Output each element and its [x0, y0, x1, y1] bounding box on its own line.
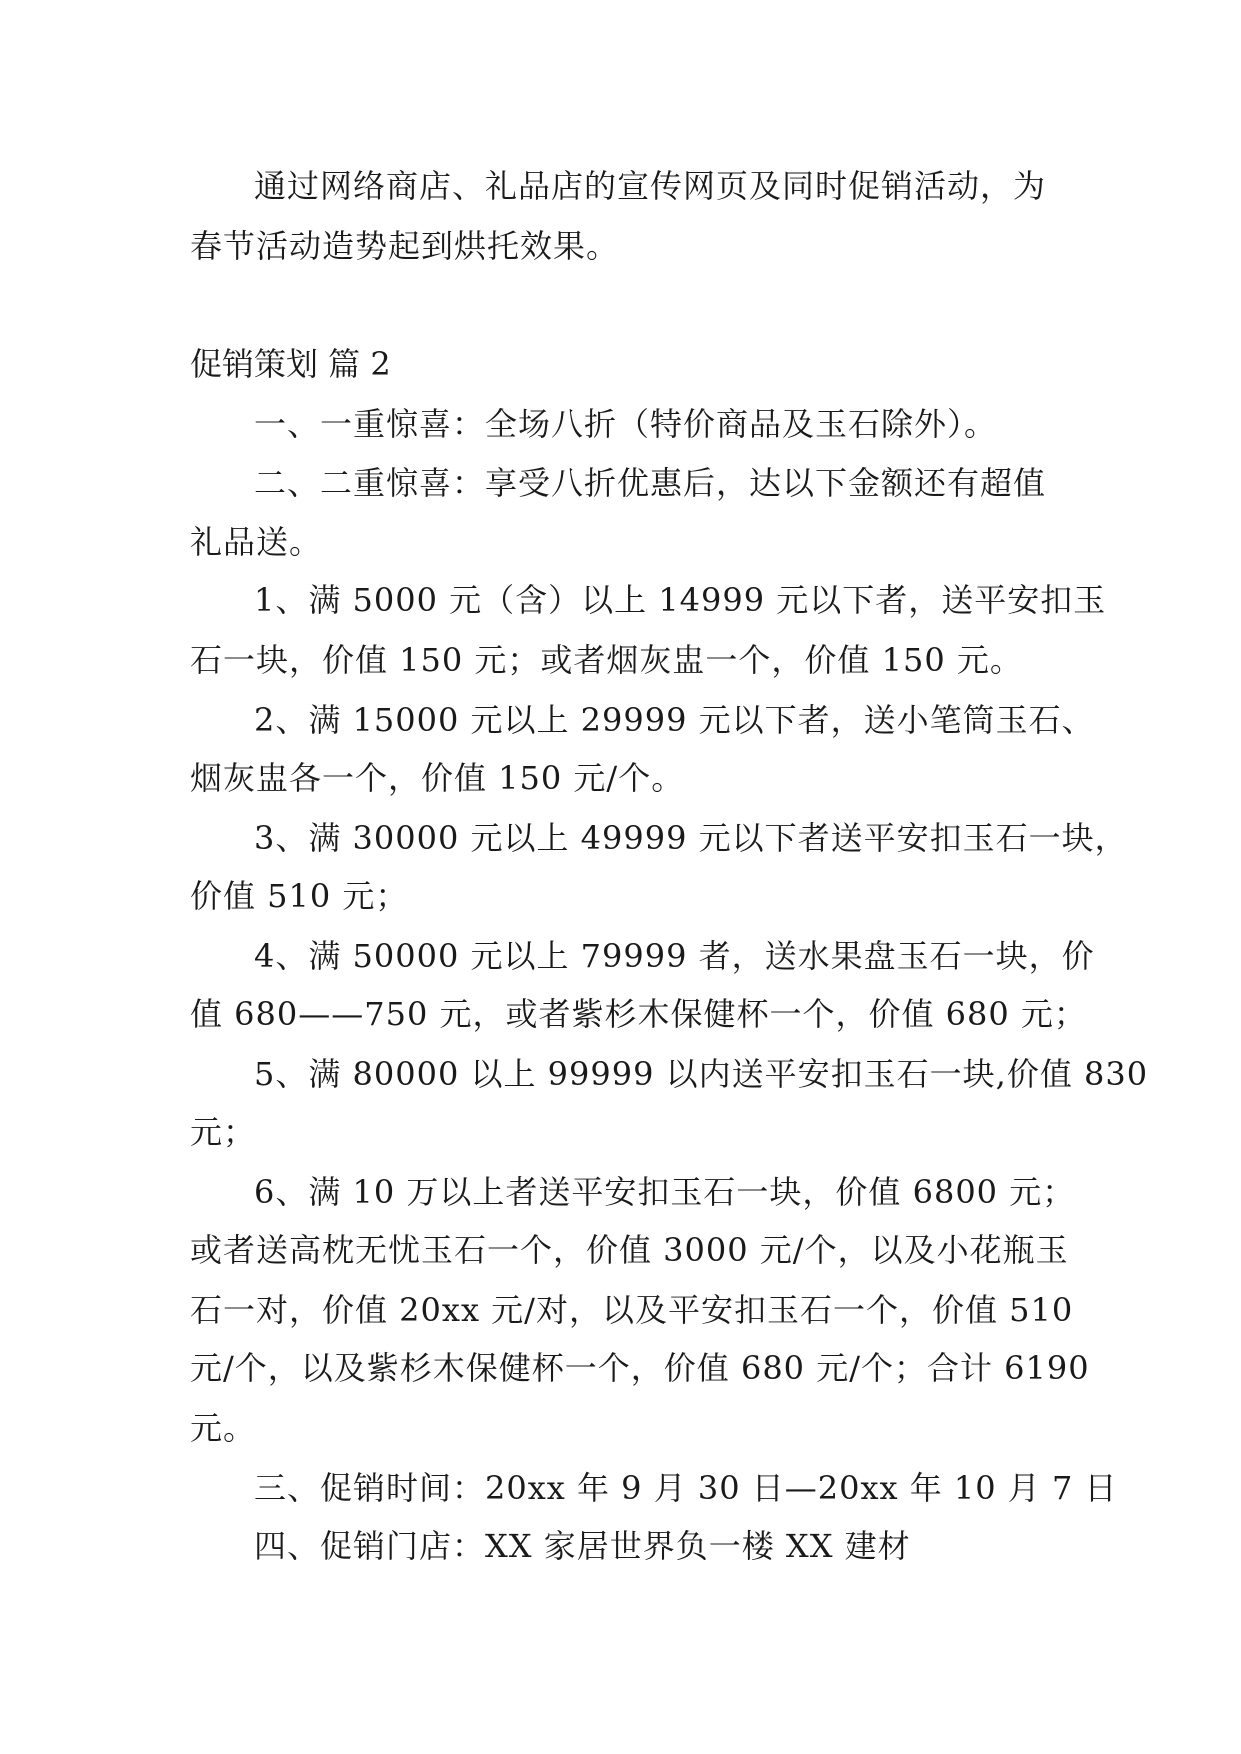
item-surprise-2: 二、二重惊喜：享受八折优惠后，达以下金额还有超值: [254, 464, 1047, 502]
tier-1-line-1: 1、满 5000 元（含）以上 14999 元以下者，送平安扣玉: [254, 581, 1107, 619]
tier-2-line-2: 烟灰盅各一个，价值 150 元/个。: [190, 759, 685, 797]
tier-5-line-1: 5、满 80000 以上 99999 以内送平安扣玉石一块,价值 830: [254, 1055, 1149, 1093]
tier-1-line-2: 石一块，价值 150 元；或者烟灰盅一个，价值 150 元。: [190, 641, 1023, 679]
item-surprise-2-cont: 礼品送。: [190, 523, 323, 561]
promo-time: 三、促销时间：20xx 年 9 月 30 日—20xx 年 10 月 7 日: [254, 1469, 1118, 1507]
tier-6-line-3: 石一对，价值 20xx 元/对，以及平安扣玉石一个，价值 510: [190, 1291, 1074, 1329]
section-heading: 促销策划 篇 2: [190, 345, 391, 383]
intro-line-2: 春节活动造势起到烘托效果。: [190, 227, 620, 265]
tier-6-line-1: 6、满 10 万以上者送平安扣玉石一块，价值 6800 元；: [254, 1173, 1076, 1211]
item-surprise-1: 一、一重惊喜：全场八折（特价商品及玉石除外）。: [254, 405, 998, 443]
tier-6-line-4: 元/个，以及紫杉木保健杯一个，价值 680 元/个；合计 6190: [190, 1349, 1090, 1387]
tier-6-line-2: 或者送高枕无忧玉石一个，价值 3000 元/个，以及小花瓶玉: [190, 1231, 1069, 1269]
tier-5-line-2: 元；: [190, 1113, 257, 1151]
intro-line-1: 通过网络商店、礼品店的宣传网页及同时促销活动，为: [254, 167, 1047, 205]
promo-store: 四、促销门店：XX 家居世界负一楼 XX 建材: [254, 1527, 911, 1565]
tier-3-line-1: 3、满 30000 元以上 49999 元以下者送平安扣玉石一块，: [254, 819, 1128, 857]
tier-3-line-2: 价值 510 元；: [190, 877, 409, 915]
tier-2-line-1: 2、满 15000 元以上 29999 元以下者，送小笔筒玉石、: [254, 701, 1095, 739]
tier-6-line-5: 元。: [190, 1409, 257, 1447]
tier-4-line-1: 4、满 50000 元以上 79999 者，送水果盘玉石一块，价: [254, 937, 1095, 975]
tier-4-line-2: 值 680——750 元，或者紫杉木保健杯一个，价值 680 元；: [190, 995, 1087, 1033]
